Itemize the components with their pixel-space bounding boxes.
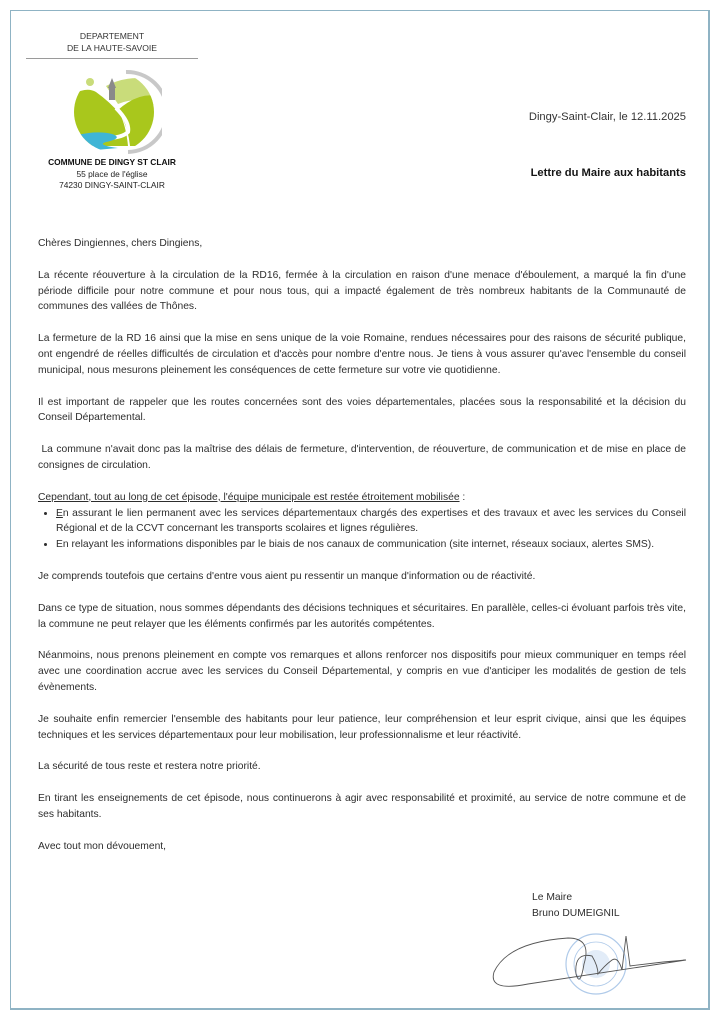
paragraph-5 (38, 490, 686, 506)
list-item (56, 506, 686, 538)
actions-list (38, 506, 686, 553)
list-item (56, 537, 686, 553)
paragraph-1: La récente réouverture à la circulation de la RD16, fermée à la circulation en raison d'une menace d'éboulement, a marqué la fin d'une période difficile pour notre commune et pour nous tous, qui a impacté également de très nombreux habitants de la Communauté de communes des vallées de Thônes. (38, 269, 686, 313)
department-line-1: DEPARTEMENT (79, 31, 145, 41)
commune-name: COMMUNE DE DINGY ST CLAIR (48, 157, 176, 167)
commune-address-block (26, 157, 198, 192)
bullet-1-first-letter: E (56, 507, 63, 519)
address-line-2: 74230 DINGY-SAINT-CLAIR (59, 180, 165, 190)
paragraph-8: Néanmoins, nous prenons pleinement en compte vos remarques et allons renforcer nos dispositifs pour mieux communiquer en temps réel avec une coordination accrue avec les services du Conseil Départemental, y compris en vue d'anticiper les modalités de gestion de tels évènements. (38, 650, 686, 693)
closing: Avec tout mon dévouement, (38, 840, 167, 852)
mobilisation-underlined: Cependant, tout au long de cet épisode, l'équipe municipale est restée étroitement mobilisée (38, 491, 460, 503)
header-divider (26, 58, 198, 59)
date-line: Dingy-Saint-Clair, le 12.11.2025 (528, 111, 686, 123)
paragraph-11: En tirant les enseignements de cet épisode, nous continuerons à agir avec responsabilité et proximité, au service de notre commune et de ses habitants. (38, 793, 686, 820)
address-line-1: 55 place de l'église (76, 168, 148, 179)
department-line-2: DE LA HAUTE-SAVOIE (66, 43, 158, 53)
paragraph-6: Je comprends toutefois que certains d'entre vous aient pu ressentir un manque d'information ou de réactivité. (38, 570, 536, 582)
paragraph-3: Il est important de rappeler que les routes concernées sont des voies départementales, placées sous la responsabilité et la décision du Conseil Départemental. (38, 396, 686, 424)
signatory-title: Le Maire (532, 892, 573, 903)
paragraph-9: Je souhaite enfin remercier l'ensemble des habitants pour leur patience, leur compréhension et leur esprit civique, ainsi que les équipes techniques et les services départementaux pour leur mobilisation, leur professionnalisme et leur réactivité. (38, 713, 686, 741)
paragraph-5-tail: : (459, 491, 466, 503)
paragraph-4: La commune n'avait donc pas la maîtrise des délais de fermeture, d'intervention, de réouverture, de communication et de mise en place de consignes de circulation. (38, 444, 689, 471)
salutation: Chères Dingiennes, chers Dingiens, (38, 238, 203, 249)
letter-subject: Lettre du Maire aux habitants (530, 167, 686, 179)
bullet-1-text: n assurant le lien permanent avec les services départementaux chargés des expertises et des travaux et avec les services du Conseil Régional et de la CCVT concernant les transports scolaires et lignes régulières. (56, 507, 686, 535)
letter-body (38, 236, 689, 871)
paragraph-7: Dans ce type de situation, nous sommes dépendants des décisions techniques et sécuritaires. En parallèle, celles-ci évoluant parfois très vite, la commune ne peut relayer que les éléments confirmés par les autorités compétentes. (38, 602, 686, 630)
signatory-name: Bruno DUMEIGNIL (532, 907, 620, 919)
paragraph-10: La sécurité de tous reste et restera notre priorité. (38, 761, 261, 773)
paragraph-2: La fermeture de la RD 16 ainsi que la mise en sens unique de la voie Romaine, rendues nécessaires pour des raisons de sécurité publique, ont engendré de réelles difficultés de circulation et d'accès pour nombre d'entre nous. Je tiens à vous assurer qu'avec l'ensemble du conseil municipal, nous mesurons pleinement les conséquences de cette fermeture sur votre vie quotidienne. (38, 333, 686, 376)
bullet-2-text: En relayant les informations disponibles par le biais de nos canaux de communication (site internet, réseaux sociaux, alertes SMS). (56, 539, 655, 551)
signature-and-stamp-icon (488, 912, 688, 1000)
commune-logo-icon (66, 66, 162, 156)
department-heading (26, 30, 198, 54)
